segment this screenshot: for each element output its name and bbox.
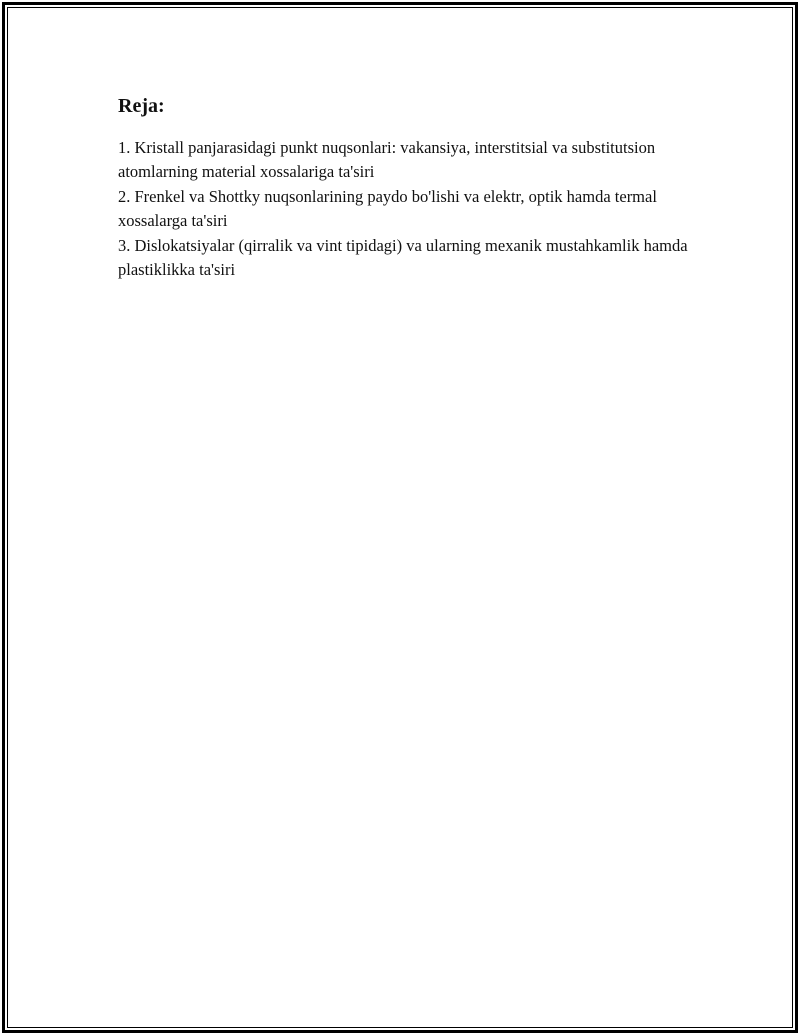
plan-item-2: 2. Frenkel va Shottky nuqsonlarining paydo bo'lishi va elektr, optik hamda termal xossalarga ta'siri bbox=[118, 186, 657, 231]
plan-item-3: 3. Dislokatsiyalar (qirralik va vint tipidagi) va ularning mexanik mustahkamlik hamda plastiklikka ta'siri bbox=[118, 235, 688, 280]
plan-heading: Reja: bbox=[118, 95, 165, 117]
plan-item-1: 1. Kristall panjarasidagi punkt nuqsonlari: vakansiya, interstitsial va substitutsion atomlarning material xossalariga ta'siri bbox=[118, 138, 656, 182]
plan-list bbox=[118, 136, 698, 282]
document-body bbox=[118, 92, 698, 282]
